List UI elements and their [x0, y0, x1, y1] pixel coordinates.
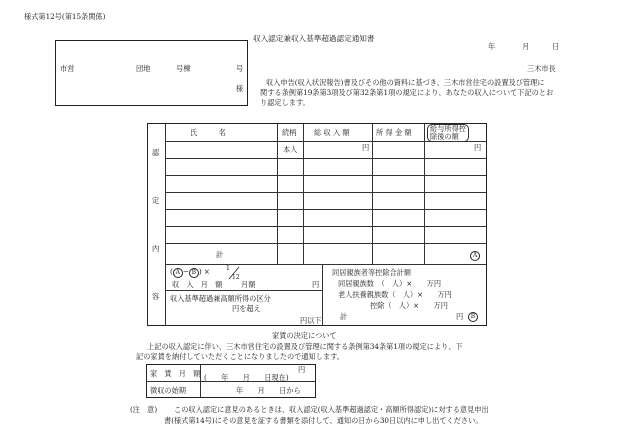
- address-box: [55, 40, 248, 106]
- mark-a-icon: A: [470, 250, 480, 261]
- rent-heading: 家賃の決定について: [272, 331, 337, 340]
- note-line: この収入認定に意見のあるときは、収入認定(収入基準超過認定・高額所得認定)に対する意見申出: [174, 405, 489, 414]
- form-id: 様式第12号(第15条関係): [24, 12, 106, 21]
- honorific: 様: [236, 84, 244, 93]
- deduction-total-unit: 円: [456, 312, 464, 321]
- rent-monthly-unit: 円: [298, 365, 306, 374]
- date-day: 日: [552, 42, 560, 51]
- side-label-char: 認: [152, 148, 160, 157]
- date-month: 月: [522, 42, 530, 51]
- intro-line: 収入申告(収入状況報告)書及びその他の資料に基づき、三木市営住宅の設置及び管理に: [266, 78, 545, 87]
- document-title: 収入認定兼収入基準超過認定通知書: [253, 34, 375, 43]
- col-net-header: [427, 124, 469, 142]
- rent-text-line: 記の家賃を納付していただくことになりましたので通知します。: [136, 352, 344, 361]
- deduction-other: 控除（ 人）× 万円: [370, 301, 448, 310]
- mark-a-icon: A: [173, 268, 183, 278]
- col-gross-header: 総 収 入 額: [314, 128, 350, 137]
- note-line: 書(様式第14号)にその意見を証する書類を添付して、通知の日から30日以内に申し出てください。: [164, 416, 483, 425]
- income-formula: ( A − B ) ×: [170, 267, 210, 276]
- deduction-total-label: 計: [340, 312, 348, 321]
- mark-b-icon: B: [468, 311, 478, 322]
- total-label: 計: [216, 250, 224, 259]
- excess-over: 円を超え: [232, 304, 261, 313]
- fraction-numerator: 1: [226, 265, 230, 272]
- deduction-title: 同居親族者等控除合計額: [332, 268, 412, 277]
- side-label-char: 定: [152, 196, 160, 205]
- address-room: 号: [236, 64, 244, 73]
- intro-line: り認定します。: [260, 98, 310, 107]
- deduction-dependents: 同居親族数 （ 人）× 万円: [338, 279, 442, 288]
- col-net-header-line: 除後の額: [430, 132, 459, 141]
- rent-start-label: 徴収の始期: [150, 386, 186, 395]
- col-relation-header: 続柄: [282, 128, 297, 137]
- address-building: 号棟: [176, 64, 191, 73]
- deduction-elderly: 老人扶養親族数（ 人）× 万円: [338, 290, 452, 299]
- note-label: (注 意): [130, 405, 158, 414]
- issuer: 三木市長: [527, 64, 556, 73]
- fraction-denominator: 12: [232, 274, 240, 281]
- side-label-char: 内: [152, 244, 160, 253]
- mark-b-icon: B: [189, 268, 199, 278]
- side-label-char: 容: [152, 292, 160, 301]
- date-year: 年: [488, 42, 496, 51]
- monthly-amount-unit: 円: [312, 280, 320, 289]
- self-relation: 本人: [283, 145, 298, 154]
- net-unit: 円: [474, 143, 482, 152]
- excess-under: 円以下: [300, 316, 322, 325]
- address-city: 市営: [60, 64, 75, 73]
- monthly-amount-label: 月額: [241, 280, 256, 289]
- excess-label: 収入基準超過兼高額所得の区分: [170, 294, 271, 303]
- rent-text-line: 上記の収入認定に伴い、三木市営住宅の設置及び管理に関する条例第34条第1項の規定により、下: [147, 342, 463, 351]
- gross-unit: 円: [362, 143, 370, 152]
- col-income-header: 所 得 金 額: [376, 128, 412, 137]
- rent-monthly-label: 家 賃 月 額: [150, 369, 201, 378]
- rent-as-of: ( 年 月 日現在): [204, 373, 289, 382]
- monthly-income-label: 収 入 月 額: [172, 280, 223, 289]
- address-estate: 団地: [136, 64, 151, 73]
- rent-start-value: 年 月 日から: [236, 386, 301, 395]
- intro-line: 関する条例第19条第3項及び第32条第1項の規定により、あなたの収入について下記のとお: [260, 88, 554, 97]
- col-net-header-line: 給与所得控: [430, 124, 466, 133]
- col-name-header: 氏 名: [190, 128, 226, 137]
